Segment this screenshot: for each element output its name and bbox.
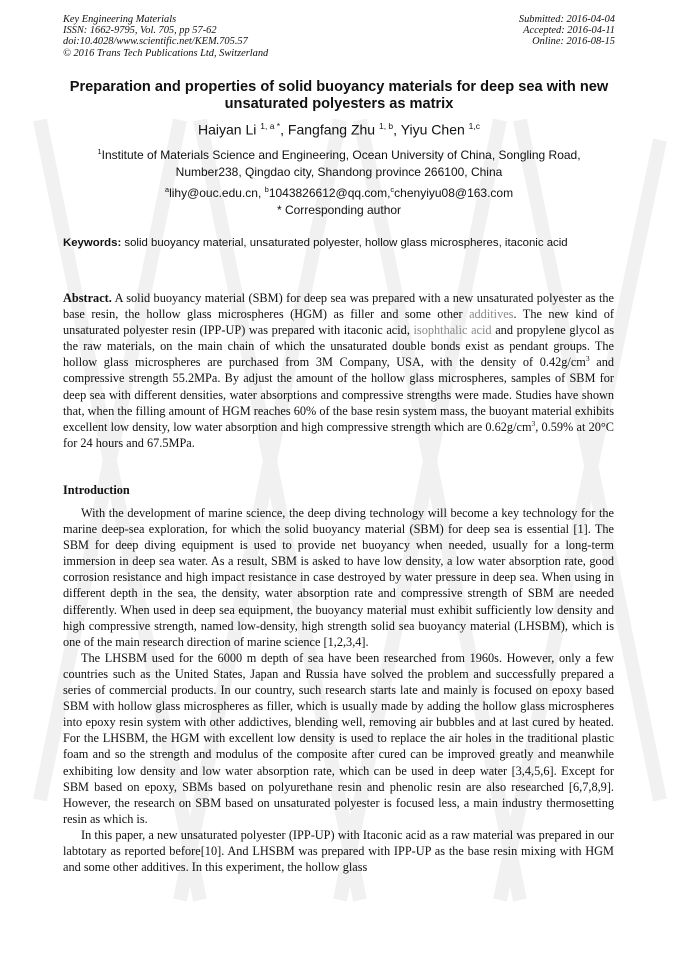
journal-header: [63, 14, 268, 59]
keywords-label: Keywords:: [63, 237, 122, 249]
accepted-date: Accepted: 2016-04-11: [523, 25, 615, 37]
abstract-text: . The new kind of unsaturated polyester resin (IPP-UP) was prepared with itaconic acid,: [63, 307, 614, 338]
abstract: [63, 290, 614, 451]
author-name: Fangfang Zhu: [287, 121, 376, 138]
abstract-text: isophthalic acid: [413, 323, 492, 338]
online-date: Online: 2016-08-15: [532, 36, 615, 48]
issn: ISSN: 1662-9795, Vol. 705, pp 57-62: [63, 25, 217, 37]
abstract-text: , 0.59% at 20°C for 24 hours and 67.5MPa.: [63, 419, 614, 450]
email-link[interactable]: 1043826612@qq.com,: [268, 186, 391, 200]
abstract-text: and compressive strength 55.2MPa. By adjust the amount of the hollow glass microspheres, samples of SBM for deep sea with different densities, water absorptions and compressive strengths were made. Studies have shown that, when the filling amount of HGM reaches 60% of the base resin system mass, the buoyant material exhibits excellent low density, low water absorption and high compressive strength which are 0.62g/cm: [63, 355, 614, 434]
abstract-text: A solid buoyancy material (SBM) for deep sea was prepared with a new unsaturated polyester as the base resin, the hollow glass microspheres (HGM) as filler and some other: [63, 291, 614, 322]
email-link[interactable]: chenyiyu08@163.com: [394, 186, 514, 200]
affiliation-sup: 1: [97, 147, 102, 156]
dates-header: [519, 14, 615, 48]
author-list: Haiyan Li $^{1, a *}$, Fangfang Zhu $^{1, b}$, Yiyu Chen $^{1,c}$: [198, 121, 480, 138]
copyright: © 2016 Trans Tech Publications Ltd, Switzerland: [63, 47, 269, 59]
keywords: [63, 235, 614, 251]
author-sup: 1,c: [468, 121, 480, 131]
superscript: 3: [585, 354, 590, 364]
abstract-label: Abstract.: [63, 291, 112, 305]
journal-name: Key Engineering Materials: [63, 14, 177, 25]
introduction-body: [63, 505, 614, 875]
keywords-text: solid buoyancy material, unsaturated polyester, hollow glass microspheres, itaconic acid: [121, 237, 568, 249]
abstract-text: and propylene glycol as the raw materials, on the main chain of which the unsaturated double bonds exist as pendant groups. The hollow glass microspheres are purchased from 3M Company, USA, with the density of 0.42g/cm: [63, 323, 614, 370]
author-sup: 1, a *: [260, 121, 281, 131]
author-name: Haiyan Li: [198, 121, 257, 138]
affiliation: [70, 143, 608, 181]
paragraph: In this paper, a new unsaturated polyester (IPP-UP) with Itaconic acid as a raw material was prepared in our labtotary as reported before[10]. And LHSBM was prepared with IPP-UP as the base resin mixing with HGM and some other additives. In this experiment, the hollow glass: [63, 827, 614, 875]
paper-title: Preparation and properties of solid buoyancy materials for deep sea with new unsaturated polyesters as matrix: [69, 79, 609, 112]
doi: doi:10.4028/www.scientific.net/KEM.705.57: [63, 36, 248, 48]
superscript: 3: [531, 418, 536, 428]
corresponding-author-note: * Corresponding author: [276, 203, 402, 217]
author-name: Yiyu Chen: [400, 121, 465, 138]
email-sup: c: [390, 185, 395, 194]
author-sup: 1, b: [378, 121, 394, 131]
paragraph: With the development of marine science, the deep diving technology will become a key technology for the marine deep-sea exploration, for which the solid buoyancy material (SBM) for deep sea is essential [1]. The SBM for deep diving equipment is used to provide net buoyancy when needed, usually for a long-term immersion in deep sea water. As a result, SBM is asked to have low density, a low water absorption rate, good corrosion resistance and high impact resistance in case destroyed by water pressure in deep sea. When using in different depth in the sea, the density, water absorption rate and compressive strength of SBM are needed differently. When used in deep sea equipment, the buoyancy material must exhibit sufficiently low density and high compressive strength, named low-density, high strength solid sea buoyancy material (LHSBM), which is one of the main research direction of marine science [1,2,3,4].: [63, 506, 614, 649]
email-sup: b: [264, 185, 269, 194]
affiliation-line: Number238, Qingdao city, Shandong province 266100, China: [175, 165, 503, 179]
submitted-date: Submitted: 2016-04-04: [518, 14, 615, 25]
abstract-text: additives: [469, 307, 514, 322]
emails: [70, 181, 608, 219]
paragraph: The LHSBM used for the 6000 m depth of sea have been researched from 1960s. However, only a few countries such as the United States, Japan and Russia have solved the problem and successfully prepared a series of commercial products. In our country, such research starts late and mainly is focused on epoxy based SBM with hollow glass microspheres as filler, which is usually made by adding the hollow glass microspheres into epoxy resin system with other addictives, blending well, removing air bubbles and at last cured by heated. For the LHSBM, the HGM with excellent low density is used to replace the air holes in the traditional plastic foam and so the strength and modulus of the composite after cured can be improved greatly and meanwhile exhibiting low density and low water absorption rate, which can be used in deep water [3,4,5,6]. Except for SBM based on epoxy, SBMs based on polyurethane resin and phenolic resin are also researched [6,7,8,9]. However, the research on SBM based on unsaturated polyester is focused less, a main industry thermosetting resin as which is.: [63, 650, 614, 826]
section-heading: Introduction: [63, 483, 130, 497]
email-link[interactable]: lihy@ouc.edu.cn,: [169, 186, 265, 200]
email-sup: a: [164, 185, 170, 194]
affiliation-line: Institute of Materials Science and Engineering, Ocean University of China, Songling Road,: [101, 148, 581, 162]
